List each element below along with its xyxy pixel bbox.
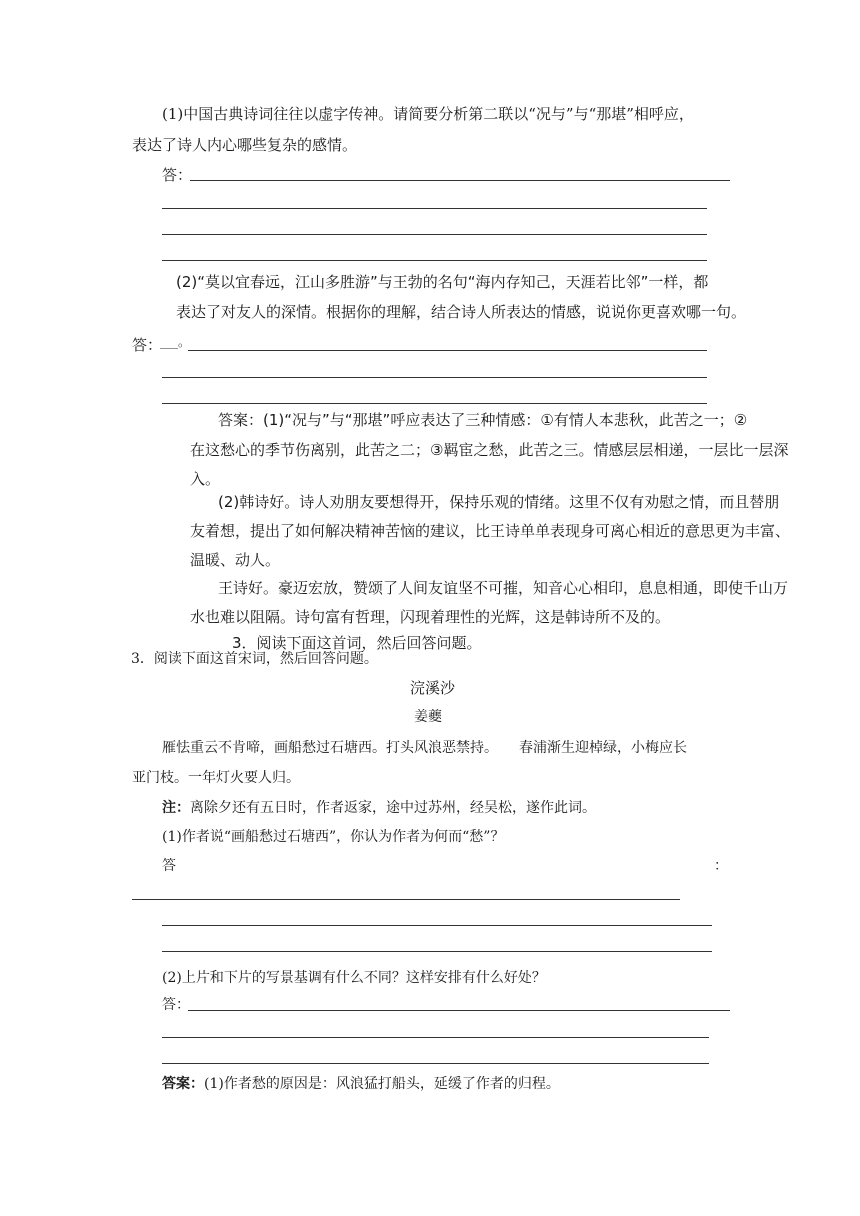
q1-prompt-line2: 表达了诗人内心哪些复杂的感情。 (132, 136, 358, 154)
answer1-line2: 在这愁心的季节伤离别，此苦之二；③羁宦之愁，此苦之三。情感层层相递，一层比一层深 (190, 441, 789, 459)
final-answer-label: 答案： (162, 1076, 204, 1092)
answer-line (190, 180, 730, 181)
answer-line (162, 260, 707, 261)
q1-answer-label: 答： (162, 166, 193, 184)
answer-line (162, 951, 712, 952)
note-text: 离除夕还有五日时，作者返家，途中过苏州，经吴松，遂作此词。 (190, 800, 596, 816)
q2-answer-mark: ___。 (160, 335, 191, 349)
answer1-line3: 入。 (190, 470, 221, 488)
answer2-line2: 友着想，提出了如何解决精神苦恼的建议，比王诗单单表现身可离心相近的意思更为丰富、 (190, 522, 791, 540)
answer-line (188, 350, 707, 351)
answer-line (162, 1037, 709, 1038)
overlap-heading: 3．阅读下面这首词，然后回答问题。 (232, 634, 482, 652)
answer-line (162, 208, 707, 209)
final-answer-text: (1)作者愁的原因是：风浪猛打船头，延缓了作者的归程。 (204, 1076, 560, 1092)
q1-prompt-line1: (1)中国古典诗词往往以虚字传神。请简要分析第二联以“况与”与“那堪”相呼应， (162, 105, 694, 123)
s3-q1-answer-label-a: 答 (162, 858, 176, 874)
answer2-line1: (2)韩诗好。诗人劝朋友要想得开，保持乐观的情绪。这里不仅有劝慰之情，而且替朋 (218, 493, 780, 511)
q2-prompt-line2: 表达了对友人的深情。根据你的理解，结合诗人所表达的情感，说说你更喜欢哪一句。 (176, 303, 747, 321)
section3-heading: 3．阅读下面这首宋词，然后回答问题。 (131, 651, 378, 667)
answer3-line1: 王诗好。豪迈宏放，赞颂了人间友谊坚不可摧，知音心心相印，息息相通，即使千山万 (218, 579, 789, 597)
answer2-line3: 温暖、动人。 (190, 551, 281, 569)
poem-title: 浣溪沙 (410, 679, 456, 697)
answer-line (162, 1063, 709, 1064)
answer3-line2: 水也难以阻隔。诗句富有哲理，闪现着理性的光辉，这是韩诗所不及的。 (190, 608, 671, 626)
s3-q1-prompt: (1)作者说“画船愁过石塘西”，你认为作者为何而“愁”？ (162, 829, 505, 845)
answer-line (162, 234, 707, 235)
poem-line2: 亚门枝。一年灯火要人归。 (132, 770, 300, 786)
note-label: 注： (162, 800, 190, 816)
answer-line (162, 377, 707, 378)
s3-q2-answer-label: 答： (162, 997, 190, 1013)
answer-line (162, 403, 707, 404)
q2-prompt-line1: (2)“莫以宜春远，江山多胜游”与王勃的名句“海内存知己，天涯若比邻”一样，都 (176, 273, 709, 291)
answer-line (132, 899, 680, 900)
poem-author: 姜夔 (414, 709, 442, 725)
answer-line (188, 1010, 730, 1011)
answer-line (162, 925, 712, 926)
poem-line1: 雁怯重云不肯啼，画船愁过石塘西。打头风浪恶禁持。 春浦渐生迎棹绿，小梅应长 (162, 740, 687, 756)
q2-answer-label: 答： (132, 336, 163, 354)
answer1-line1: 答案：(1)“况与”与“那堪”呼应表达了三种情感：①有情人本悲秋，此苦之一；② (218, 411, 748, 429)
s3-q2-prompt: (2)上片和下片的写景基调有什么不同？这样安排有什么好处？ (162, 970, 546, 986)
s3-q1-answer-label-b: ： (714, 858, 728, 874)
